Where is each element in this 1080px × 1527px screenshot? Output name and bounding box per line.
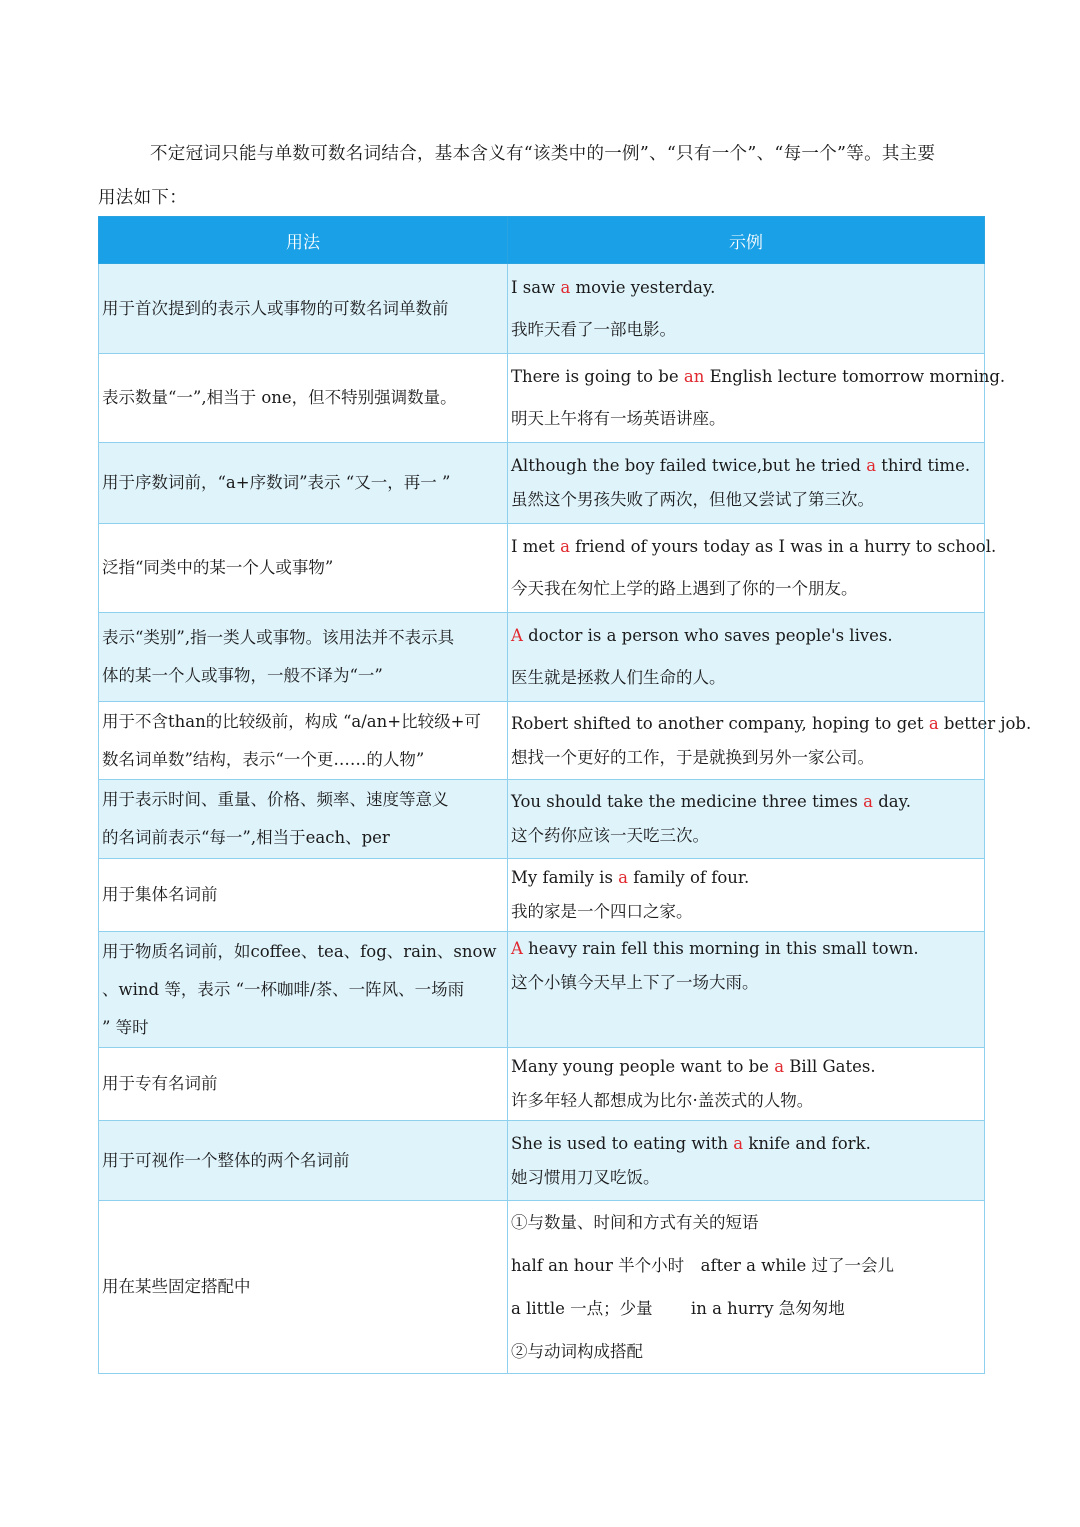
usage-cell: [99, 524, 508, 613]
article-highlight: a: [733, 1133, 744, 1153]
article-usage-table: [98, 216, 1032, 1374]
usage-cell: [99, 1201, 508, 1374]
intro-line-2: 用法如下：: [98, 188, 187, 208]
usage-text: 、wind 等，表示 “一杯咖啡/茶、一阵风、一场雨: [102, 979, 465, 999]
table-row: [99, 1121, 985, 1201]
example-cell: [508, 1048, 985, 1121]
article-highlight: A: [511, 939, 523, 958]
table-row: [99, 702, 985, 780]
example-english: [511, 861, 981, 895]
usage-cell: [99, 780, 508, 859]
example-chinese: 想找一个更好的工作，于是就换到另外一家公司。: [511, 747, 874, 767]
line-gap: [511, 394, 981, 402]
collocation-line: a little 一点；少量 in a hurry 急匆匆地: [511, 1299, 845, 1318]
table-row: [99, 1201, 985, 1374]
usage-text: 用于物质名词前，如coffee、tea、fog、rain、snow: [102, 941, 497, 961]
example-text: third time.: [876, 456, 971, 475]
example-chinese: 虽然这个男孩失败了两次，但他又尝试了第三次。: [511, 490, 874, 509]
example-text: Robert shifted to another company, hoping to get: [511, 713, 929, 733]
example-cell: [508, 859, 985, 932]
example-text: English lecture tomorrow morning.: [704, 367, 1006, 386]
article-highlight: a: [618, 868, 629, 887]
example-english: [511, 360, 1006, 394]
example-text: My family is: [511, 868, 619, 887]
usage-text: 用于首次提到的表示人或事物的可数名词单数前: [102, 298, 449, 318]
example-chinese: 这个小镇今天早上下了一场大雨。: [511, 973, 759, 992]
example-cell: [508, 1121, 985, 1201]
collocation-line: ②与动词构成搭配: [511, 1342, 643, 1361]
example-english: [511, 707, 1032, 741]
usage-cell: [99, 1048, 508, 1121]
example-english: [511, 619, 981, 653]
usage-cell: [99, 932, 508, 1048]
example-text: friend of yours today as I was in a hurry to school.: [569, 537, 997, 556]
usage-text: 用于序数词前，“a+序数词”表示 “又一，再一 ”: [102, 473, 451, 492]
article-highlight: a: [560, 537, 570, 556]
usage-cell: [99, 443, 508, 524]
example-text: I met: [511, 537, 561, 556]
usage-cell: [99, 613, 508, 702]
article-highlight: a: [560, 277, 571, 297]
table-row: [99, 264, 985, 354]
usage-text: 用于表示时间、重量、价格、频率、速度等意义: [102, 790, 449, 809]
usage-text: 的名词前表示“每一”,相当于each、per: [102, 828, 390, 847]
example-text: Although the boy failed twice,but he tried: [511, 456, 867, 475]
example-cell: [508, 702, 1032, 780]
example-chinese: 我昨天看了一部电影。: [511, 319, 676, 339]
line-gap: [511, 564, 981, 572]
example-english: [511, 932, 981, 966]
example-cell: [508, 613, 985, 702]
example-text: doctor is a person who saves people's lives.: [522, 626, 893, 645]
example-english: [511, 1127, 981, 1161]
article-highlight: a: [928, 713, 939, 733]
usage-text: 表示数量“一”,相当于 one，但不特别强调数量。: [102, 388, 457, 407]
table-row: [99, 1048, 985, 1121]
table-row: [99, 859, 985, 932]
article-highlight: a: [866, 456, 877, 475]
table-row: [99, 932, 985, 1048]
table-header-row: [99, 217, 985, 264]
article-highlight: A: [511, 626, 523, 645]
table-row: [99, 613, 985, 702]
example-english: [511, 530, 997, 564]
usage-cell: [99, 1121, 508, 1201]
example-english: [511, 271, 981, 305]
example-text: You should take the medicine three times: [511, 792, 864, 811]
example-text: family of four.: [628, 868, 750, 887]
example-text: Bill Gates.: [784, 1057, 876, 1076]
usage-text: 用于不含than的比较级前，构成 “a/an+比较级+可: [102, 711, 481, 731]
usage-text: 用于可视作一个整体的两个名词前: [102, 1150, 350, 1170]
example-cell: [508, 354, 1006, 443]
usage-text: 数名词单数”结构，表示“一个更……的人物”: [102, 749, 425, 769]
usage-cell: [99, 264, 508, 354]
usage-text: ” 等时: [102, 1017, 149, 1037]
usage-cell: [99, 354, 508, 443]
example-cell: [508, 932, 985, 1048]
example-english: [511, 1050, 981, 1084]
article-highlight: a: [774, 1057, 785, 1076]
example-chinese: 医生就是拯救人们生命的人。: [511, 668, 726, 687]
intro-line-1: 不定冠词只能与单数可数名词结合，基本含义有“该类中的一例”、“只有一个”、“每一个”等。其主要: [150, 144, 936, 164]
intro-paragraph: [98, 132, 984, 220]
usage-text: 泛指“同类中的某一个人或事物”: [102, 558, 334, 577]
example-text: better job.: [938, 713, 1032, 733]
example-text: There is going to be: [511, 367, 684, 386]
example-english: [511, 785, 981, 819]
header-usage: 用法: [99, 217, 508, 264]
usage-text: 用于集体名词前: [102, 885, 218, 904]
line-gap: [511, 305, 981, 313]
header-example: 示例: [508, 217, 985, 264]
example-chinese: 她习惯用刀叉吃饭。: [511, 1167, 660, 1187]
example-cell: [508, 1201, 985, 1374]
example-chinese: 许多年轻人都想成为比尔·盖茨式的人物。: [511, 1091, 814, 1110]
example-cell: [508, 264, 985, 354]
table-row: [99, 524, 985, 613]
usage-cell: [99, 702, 508, 780]
collocation-line: ①与数量、时间和方式有关的短语: [511, 1213, 759, 1232]
table-row: [99, 780, 985, 859]
table-body: [99, 264, 1032, 1374]
collocation-line: half an hour 半个小时 after a while 过了一会儿: [511, 1256, 894, 1275]
article-highlight: a: [863, 792, 873, 811]
example-chinese: 这个药你应该一天吃三次。: [511, 826, 709, 845]
usage-text: 用在某些固定搭配中: [102, 1277, 251, 1296]
example-chinese: 今天我在匆忙上学的路上遇到了你的一个朋友。: [511, 579, 858, 598]
example-text: day.: [872, 792, 911, 811]
example-english: [511, 449, 981, 483]
line-gap: [511, 653, 981, 661]
usage-text: 体的某一个人或事物，一般不译为“一”: [102, 666, 383, 685]
table-row: [99, 443, 985, 524]
example-text: She is used to eating with: [511, 1133, 734, 1153]
example-cell: [508, 443, 985, 524]
example-chinese: 明天上午将有一场英语讲座。: [511, 409, 726, 428]
article-highlight: an: [683, 367, 705, 386]
example-cell: [508, 780, 985, 859]
usage-cell: [99, 859, 508, 932]
table-row: [99, 354, 985, 443]
example-chinese: 我的家是一个四口之家。: [511, 902, 693, 921]
example-text: movie yesterday.: [570, 277, 716, 297]
example-text: knife and fork.: [743, 1133, 871, 1153]
example-text: heavy rain fell this morning in this small town.: [522, 939, 919, 958]
usage-text: 表示“类别”,指一类人或事物。该用法并不表示具: [102, 628, 455, 647]
example-cell: [508, 524, 997, 613]
usage-text: 用于专有名词前: [102, 1074, 218, 1093]
example-text: Many young people want to be: [511, 1057, 775, 1076]
example-text: I saw: [511, 277, 561, 297]
